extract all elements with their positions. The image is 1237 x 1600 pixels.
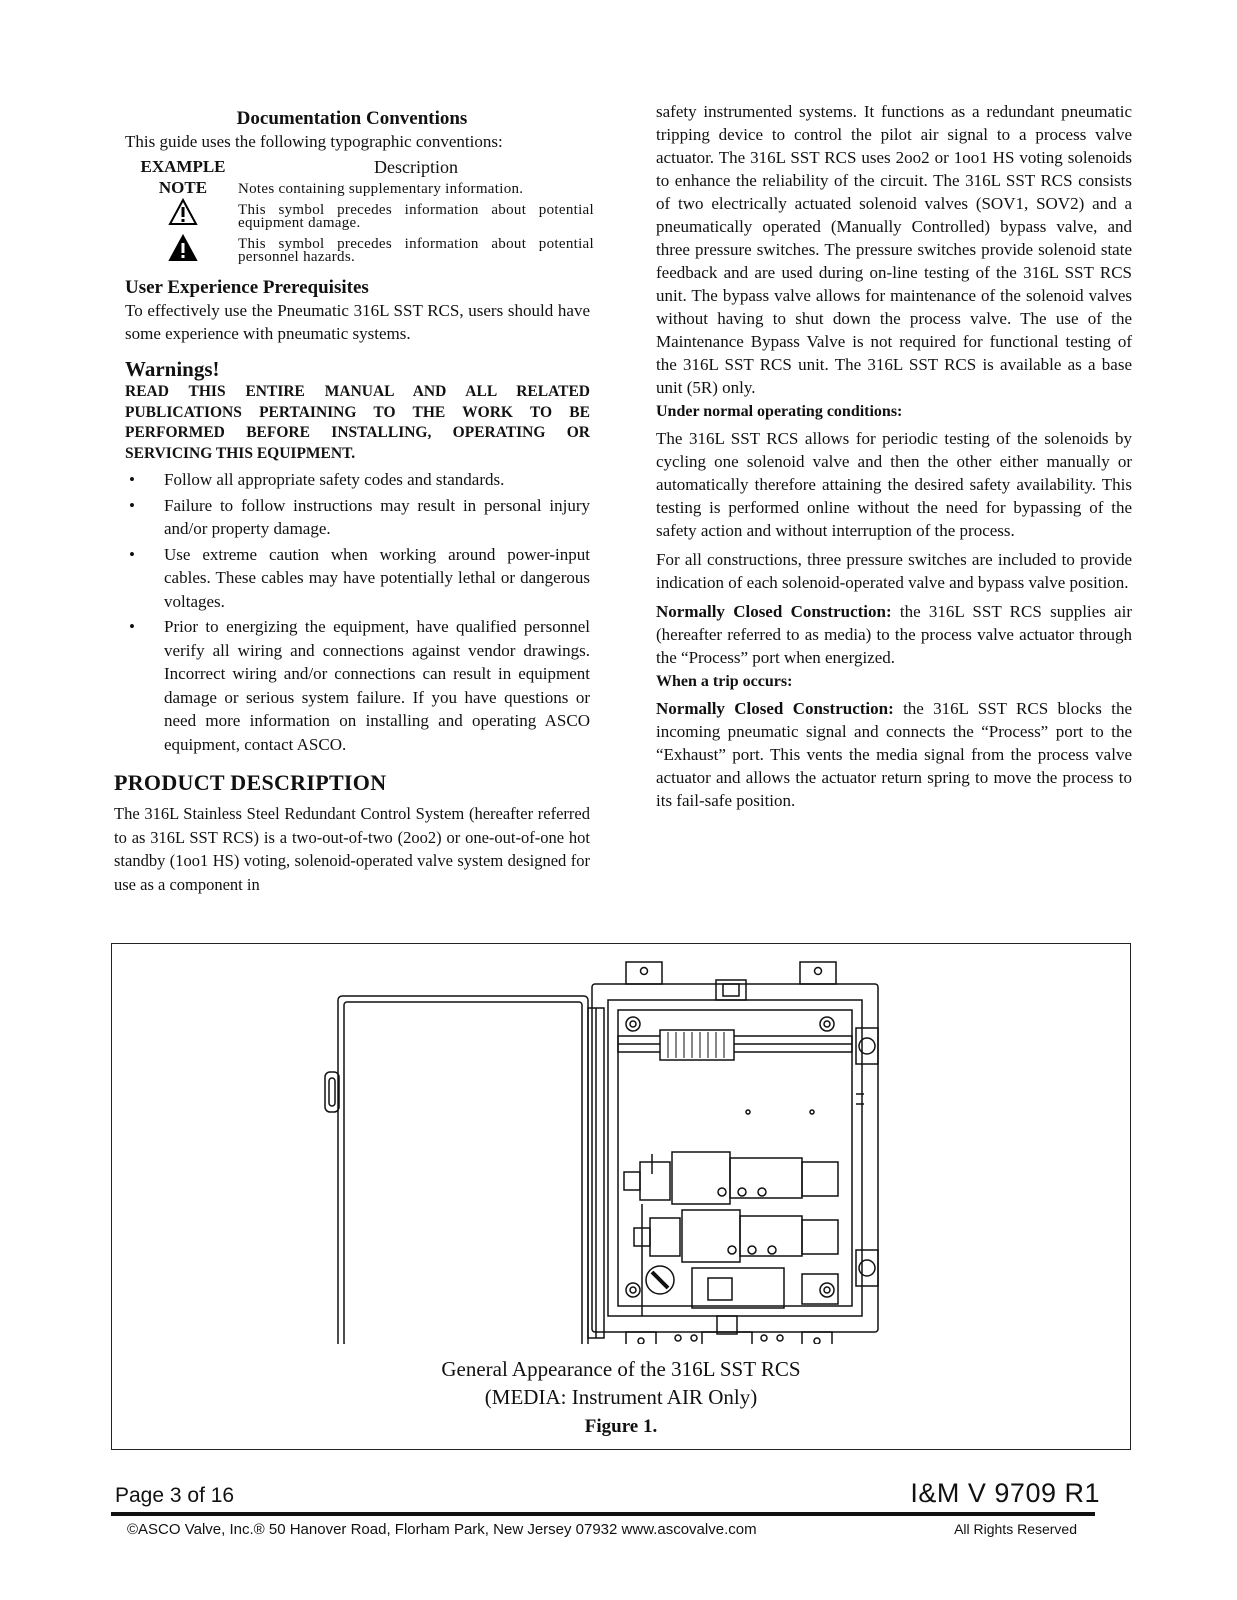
list-item: • Follow all appropriate safety codes and standards. bbox=[129, 470, 505, 489]
warnings-list bbox=[125, 468, 590, 756]
right-para-1: safety instrumented systems. It functions as a redundant pneumatic tripping device to control the pilot air signal to a process valve actuator. The 316L SST RCS uses 2oo2 or 1oo1 HS voting solenoids to enhance the reliability of the circuit. The 316L SST RCS consists of two electrically actuated solenoid valves (SOV1, SOV2) and a pneumatically operated (Manually Controlled) bypass valve, and three pressure switches. The pressure switches provide solenoid state feedback and are used during on-line testing of the 316L SST RCS unit. The bypass valve allows for maintenance of the solenoid valves without having to shut down the process valve. The use of the Maintenance Bypass Valve is not required for functional testing of the 316L SST RCS unit. The 316L SST RCS is available as a base unit (5R) only. bbox=[656, 102, 1132, 397]
warning-icon bbox=[128, 234, 238, 270]
figure-label: Figure 1. bbox=[584, 1416, 658, 1437]
caution-icon bbox=[128, 198, 238, 234]
nc-trip-paragraph: Normally Closed Construction: the 316L SST RCS blocks the incoming pneumatic signal and connects the “Process” port to the “Exhaust” port. This vents the media signal from the process valve actuator and allows the actuator return spring to move the process to its fail-safe position. bbox=[656, 699, 1132, 810]
enclosure-illustration bbox=[112, 944, 1129, 1344]
figure-caption-line-1: General Appearance of the 316L SST RCS bbox=[441, 1357, 801, 1381]
list-item: • Prior to energizing the equipment, have qualified personnel verify all wiring and connections against vendor drawings. Incorrect wiring and/or connections can result in equipment damage or serious system failure. If you have questions or need more information on installing and operating ASCO equipment, contact ASCO. bbox=[129, 617, 590, 754]
warnings-heading: Warnings! bbox=[125, 357, 220, 381]
left-column bbox=[114, 98, 594, 896]
caution-text: This symbol precedes information about potential equipment damage. bbox=[238, 202, 594, 231]
prereq-heading: User Experience Prerequisites bbox=[125, 277, 369, 298]
note-text: Notes containing supplementary information. bbox=[238, 181, 524, 197]
nc-label: Normally Closed Construction: bbox=[656, 602, 892, 621]
product-text: The 316L Stainless Steel Redundant Control System (hereafter referred to as 316L SST RCS) is a two-out-of-two (2oo2) or one-out-of-one hot standby (1oo1 HS) voting, solenoid-operated valve system designed for use as a component in bbox=[114, 804, 590, 894]
footer-divider bbox=[111, 1512, 1095, 1516]
conventions-intro: This guide uses the following typographic conventions: bbox=[125, 132, 503, 151]
nc-energized-paragraph: Normally Closed Construction: the 316L SST RCS supplies air (hereafter referred to as media) to the process valve actuator through the “Process” port when energized. bbox=[656, 602, 1132, 667]
document-id: I&M V 9709 R1 bbox=[910, 1478, 1100, 1508]
conventions-heading: Documentation Conventions bbox=[236, 108, 468, 129]
footer-rights: All Rights Reserved bbox=[954, 1521, 1077, 1537]
right-para-3: For all constructions, three pressure switches are included to provide indication of each solenoid-operated valve and bypass valve position. bbox=[656, 550, 1132, 592]
warning-text: This symbol precedes information about potential personnel hazards. bbox=[238, 236, 594, 265]
col-description: Description bbox=[374, 157, 458, 177]
prereq-text: To effectively use the Pneumatic 316L SST RCS, users should have some experience with pneumatic systems. bbox=[125, 301, 590, 343]
col-example: EXAMPLE bbox=[140, 157, 226, 176]
warnings-caps: READ THIS ENTIRE MANUAL AND ALL RELATED PUBLICATIONS PERTAINING TO THE WORK TO BE PERFORMED BEFORE INSTALLING, OPERATING OR SERVICING THIS EQUIPMENT. bbox=[125, 383, 590, 462]
list-item: • Use extreme caution when working around power-input cables. These cables may have potentially lethal or dangerous voltages. bbox=[129, 544, 590, 611]
product-heading: PRODUCT DESCRIPTION bbox=[114, 770, 387, 795]
note-label: NOTE bbox=[158, 178, 208, 197]
page-number: Page 3 of 16 bbox=[115, 1484, 235, 1507]
nc-label: Normally Closed Construction: bbox=[656, 699, 894, 718]
right-para-2: The 316L SST RCS allows for periodic testing of the solenoids by cycling one solenoid valve and then the other either manually or automatically therefore attaining the desired safety availability. This testing is performed online without the need for bypassing of the safety action and without interruption of the process. bbox=[656, 429, 1132, 540]
footer-copyright: ©ASCO Valve, Inc.® 50 Hanover Road, Florham Park, New Jersey 07932 www.ascovalve.com bbox=[127, 1521, 757, 1538]
conventions-table bbox=[128, 157, 594, 270]
figure-caption-line-2: (MEDIA: Instrument AIR Only) bbox=[484, 1385, 758, 1409]
list-item: • Failure to follow instructions may result in personal injury and/or property damage. bbox=[129, 495, 590, 538]
figure-frame bbox=[111, 943, 1131, 1450]
right-column bbox=[656, 100, 1132, 812]
trip-heading: When a trip occurs: bbox=[656, 673, 793, 690]
normal-conditions-heading: Under normal operating conditions: bbox=[656, 403, 903, 420]
